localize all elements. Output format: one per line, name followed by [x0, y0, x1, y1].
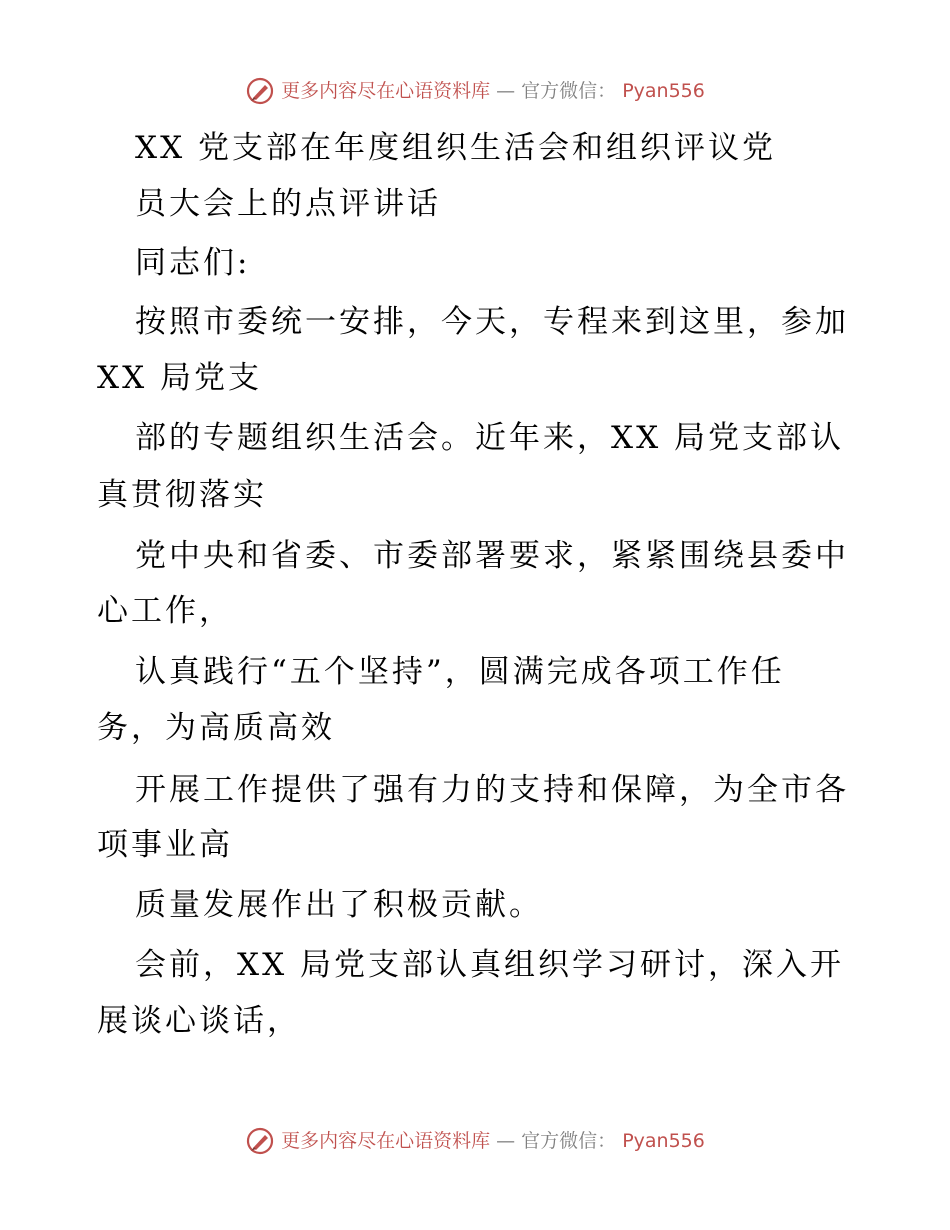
paragraph-line: XX 局党支 — [97, 360, 262, 396]
quill-pen-logo-icon — [245, 1126, 275, 1156]
paragraph-line: 部的专题组织生活会。近年来，XX 局党支部认 — [135, 420, 844, 456]
document-title-line-1: XX 党支部在年度组织生活会和组织评议党 — [135, 130, 776, 166]
watermark-contact-label: 官方微信： — [521, 80, 617, 102]
paragraph-line: 会前，XX 局党支部认真组织学习研讨，深入开 — [135, 947, 844, 983]
paragraph-line: 心工作， — [97, 593, 233, 629]
footer-watermark — [0, 1126, 950, 1156]
paragraph-line: 务，为高质高效 — [97, 710, 335, 746]
paragraph-line: 开展工作提供了强有力的支持和保障，为全市各 — [135, 772, 849, 808]
header-watermark — [0, 76, 950, 106]
watermark-contact-id: Pyan556 — [622, 1130, 705, 1152]
paragraph-line: 真贯彻落实 — [97, 477, 267, 513]
watermark-contact-id: Pyan556 — [622, 80, 705, 102]
paragraph-line: 按照市委统一安排，今天，专程来到这里，参加 — [135, 304, 849, 340]
watermark-brand: 更多内容尽在心语资料库 — [281, 1130, 491, 1152]
paragraph-line: 项事业高 — [97, 827, 233, 863]
paragraph-line: 认真践行“五个坚持”，圆满完成各项工作任 — [135, 654, 785, 690]
paragraph-line: 质量发展作出了积极贡献。 — [135, 887, 543, 923]
paragraph-line: 展谈心谈话， — [97, 1003, 301, 1039]
document-title-line-2: 员大会上的点评讲话 — [135, 186, 441, 222]
paragraph-line: 党中央和省委、市委部署要求，紧紧围绕县委中 — [135, 538, 849, 574]
watermark-brand: 更多内容尽在心语资料库 — [281, 80, 491, 102]
watermark-separator: — — [496, 80, 516, 102]
quill-pen-logo-icon — [245, 76, 275, 106]
salutation: 同志们: — [135, 245, 251, 281]
watermark-contact-label: 官方微信： — [521, 1130, 617, 1152]
watermark-separator: — — [496, 1130, 516, 1152]
